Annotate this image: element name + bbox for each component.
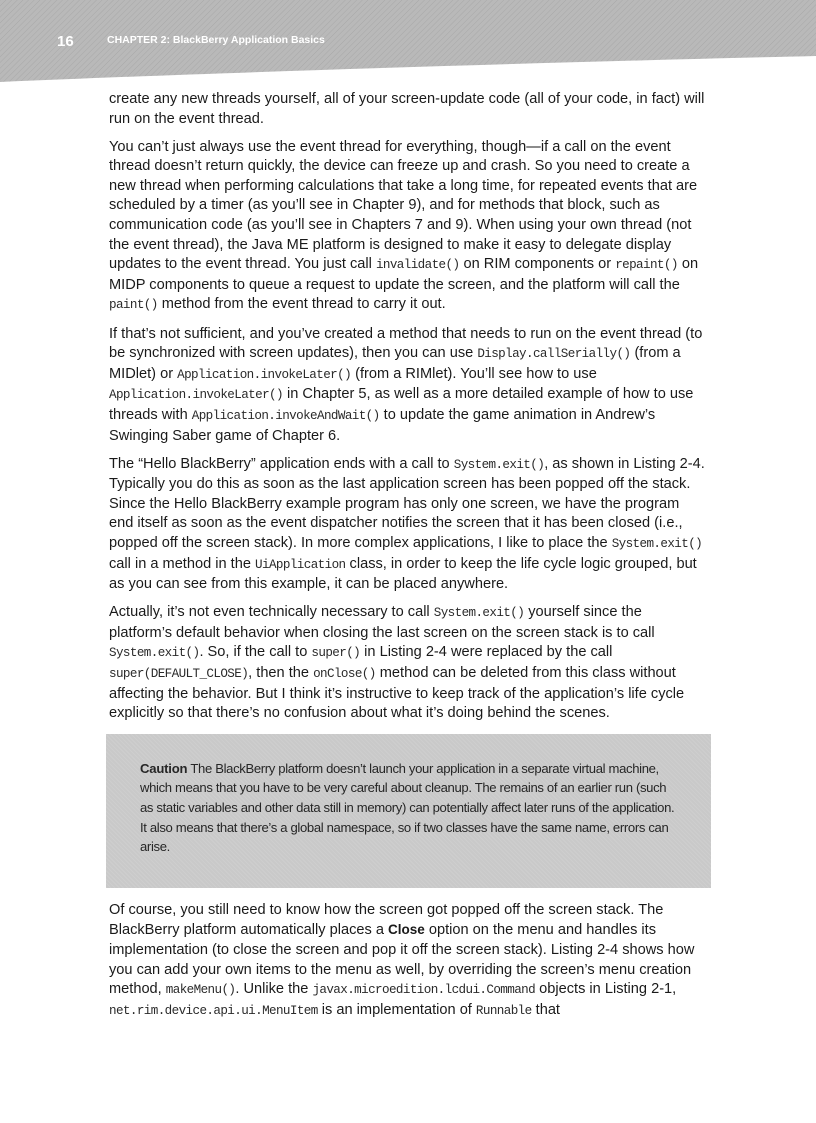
text-run: . Unlike the (235, 981, 313, 998)
caution-label: Caution (140, 760, 188, 776)
inline-code: invalidate() (375, 258, 460, 273)
body-text (109, 90, 705, 1030)
text-run: call in a method in the (109, 555, 256, 572)
inline-code: System.exit() (109, 646, 200, 661)
paragraph (109, 90, 705, 129)
inline-code: System.exit() (611, 536, 703, 551)
inline-code: super() (311, 646, 361, 661)
running-header: CHAPTER 2: BlackBerry Application Basics (107, 34, 325, 46)
paragraph (109, 325, 705, 447)
caution-note (106, 734, 711, 888)
page-number: 16 (57, 33, 74, 50)
paragraph (109, 901, 705, 1022)
text-run: is an implementation of (317, 1001, 476, 1018)
text-run: class, in order to keep the life cycle logic grouped, but as you can see from this example, it can be placed anywhere. (109, 555, 697, 593)
inline-code: Runnable (475, 1003, 532, 1018)
paragraph (109, 455, 705, 595)
paragraphs-after-note (109, 901, 705, 1022)
inline-code: UiApplication (255, 557, 346, 572)
text-run: If that’s not sufficient, and you’ve created a method that needs to run on the event thread (to be synchronized with screen updates), then you can use (109, 325, 703, 362)
inline-code: makeMenu() (165, 983, 236, 998)
inline-code: Application.invokeAndWait() (191, 408, 380, 423)
text-run: in Listing 2-4 were replaced by the call (360, 644, 613, 661)
text-run: yourself since the platform’s default behavior when closing the last screen on the screen stack is to call (109, 604, 655, 641)
inline-code: onClose() (313, 667, 376, 682)
inline-code: javax.microedition.lcdui.Command (312, 983, 536, 998)
text-run: in Chapter 5, as well as a more detailed example of how to use threads with (109, 386, 694, 423)
text-run: method from the event thread to carry it out. (157, 296, 446, 313)
text-run: . So, if the call to (199, 644, 312, 661)
inline-code: repaint() (615, 258, 678, 273)
paragraphs-before-note (109, 90, 705, 724)
text-run: that (531, 1001, 560, 1018)
inline-code: paint() (109, 298, 158, 313)
text-run: (from a RIMlet). You’ll see how to use (351, 365, 597, 382)
text-run: You can’t just always use the event thread for everything, though—if a call on the event thread doesn’t return quickly, the device can freeze up and crash. So you need to create a new thread when performing calculations that take a long time, for repeated events that are scheduled by a timer (as you’ll see in Chapter 9), and for methods that block, such as communication code (as you’ll see in Chapters 7 and 9). When using your own thread (not the event thread), the Java ME platform is designed to make it easy to delegate display updates to the event thread. You just call (109, 138, 698, 273)
text-run: option on the menu and handles its implementation (to close the screen and pop it off the screen stack). Listing 2-4 shows how you can add your own items to the menu as well, by overriding the screen’s menu creation method, (109, 922, 695, 998)
text-run: on MIDP components to queue a request to update the screen, and the platform will call the (109, 256, 699, 293)
inline-code: System.exit() (433, 606, 525, 621)
text-run: , as shown in Listing 2-4. Typically you do this as soon as the last application screen has been popped off the stack. Since the Hello BlackBerry example program has only one screen, we have the program end itself as soon as the event dispatcher notifies the screen that it has been closed (i.e., popped off the screen stack). In more complex applications, I like to place the (109, 455, 705, 551)
page-header (0, 0, 816, 82)
text-run: objects in Listing 2-1, (535, 981, 677, 998)
inline-code: Application.invokeLater() (109, 388, 283, 403)
text-run: The “Hello BlackBerry” application ends with a call to (109, 455, 454, 472)
text-run: , then the (248, 665, 314, 682)
text-run: method can be deleted from this class without affecting the behavior. But I think it’s instructive to keep track of the application’s life cycle explicitly so that there’s no confusion about what it’s doing behind the scenes. (109, 665, 685, 722)
text-run: create any new threads yourself, all of your screen-update code (all of your code, in fact) will run on the event thread. (109, 91, 705, 127)
text-run: to update the game animation in Andrew’s Swinging Saber game of Chapter 6. (109, 406, 656, 444)
text-run: Actually, it’s not even technically necessary to call (109, 604, 434, 621)
paragraph (109, 603, 705, 724)
text-run: Of course, you still need to know how the screen got popped off the screen stack. The BlackBerry platform automatically places a (109, 901, 664, 939)
text-run: (from a MIDlet) or (109, 345, 681, 382)
ui-term: Close (388, 922, 425, 938)
inline-code: net.rim.device.api.ui.MenuItem (109, 1003, 318, 1018)
inline-code: Display.callSerially() (477, 347, 631, 362)
inline-code: super(DEFAULT_CLOSE) (109, 667, 249, 682)
text-run: on RIM components or (459, 256, 616, 273)
caution-text: The BlackBerry platform doesn’t launch your application in a separate virtual machine, which means that you have to be very careful about cleanup. The remains of an earlier run (such as static variables and other data still in memory) can potentially affect later runs of the application. It also means that there’s a global namespace, so if two classes have the same name, errors can arise. (140, 760, 675, 855)
inline-code: Application.invokeLater() (177, 367, 352, 382)
inline-code: System.exit() (453, 457, 545, 472)
paragraph (109, 138, 705, 316)
